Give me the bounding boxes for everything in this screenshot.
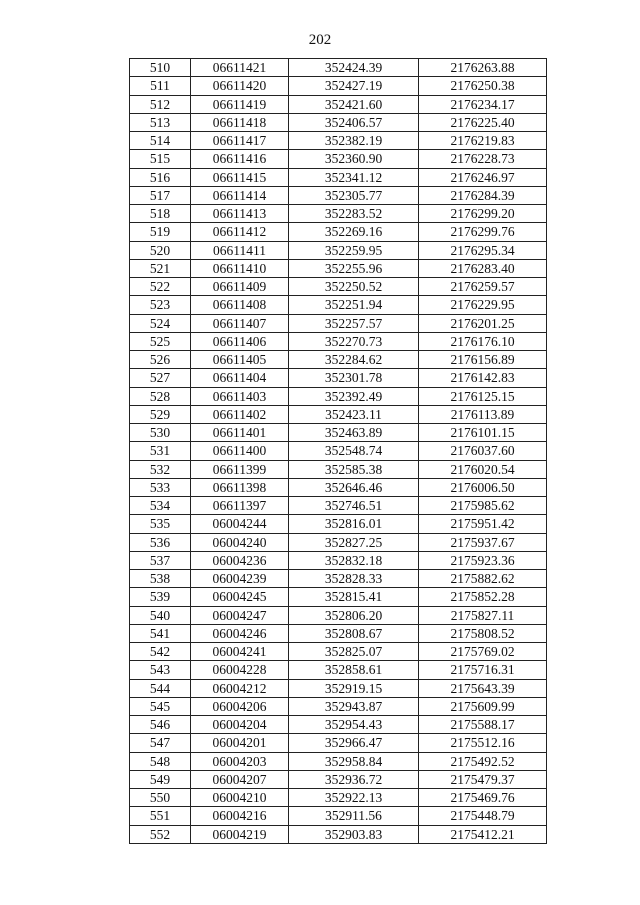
table-row bbox=[130, 825, 547, 843]
point-id-cell: 06611414 bbox=[191, 186, 289, 204]
point-id-cell: 06611398 bbox=[191, 478, 289, 496]
table-row bbox=[130, 314, 547, 332]
point-id-cell: 06611409 bbox=[191, 278, 289, 296]
point-id-cell: 06611419 bbox=[191, 95, 289, 113]
point-number-cell: 552 bbox=[130, 825, 191, 843]
y-coordinate-cell: 2175808.52 bbox=[419, 624, 547, 642]
table-row bbox=[130, 205, 547, 223]
table-row bbox=[130, 697, 547, 715]
y-coordinate-cell: 2176225.40 bbox=[419, 113, 547, 131]
table-row bbox=[130, 95, 547, 113]
x-coordinate-cell: 352283.52 bbox=[289, 205, 419, 223]
x-coordinate-cell: 352270.73 bbox=[289, 332, 419, 350]
y-coordinate-cell: 2175412.21 bbox=[419, 825, 547, 843]
x-coordinate-cell: 352427.19 bbox=[289, 77, 419, 95]
y-coordinate-cell: 2176229.95 bbox=[419, 296, 547, 314]
y-coordinate-cell: 2176246.97 bbox=[419, 168, 547, 186]
x-coordinate-cell: 352341.12 bbox=[289, 168, 419, 186]
point-id-cell: 06611417 bbox=[191, 132, 289, 150]
x-coordinate-cell: 352832.18 bbox=[289, 551, 419, 569]
y-coordinate-cell: 2176020.54 bbox=[419, 460, 547, 478]
point-number-cell: 540 bbox=[130, 606, 191, 624]
y-coordinate-cell: 2176176.10 bbox=[419, 332, 547, 350]
point-id-cell: 06004244 bbox=[191, 515, 289, 533]
point-number-cell: 525 bbox=[130, 332, 191, 350]
point-number-cell: 532 bbox=[130, 460, 191, 478]
y-coordinate-cell: 2176284.39 bbox=[419, 186, 547, 204]
point-id-cell: 06611413 bbox=[191, 205, 289, 223]
point-number-cell: 550 bbox=[130, 789, 191, 807]
y-coordinate-cell: 2176299.76 bbox=[419, 223, 547, 241]
y-coordinate-cell: 2175827.11 bbox=[419, 606, 547, 624]
point-number-cell: 538 bbox=[130, 570, 191, 588]
table-row bbox=[130, 278, 547, 296]
point-id-cell: 06004240 bbox=[191, 533, 289, 551]
y-coordinate-cell: 2175716.31 bbox=[419, 661, 547, 679]
y-coordinate-cell: 2175937.67 bbox=[419, 533, 547, 551]
x-coordinate-cell: 352255.96 bbox=[289, 259, 419, 277]
point-id-cell: 06004236 bbox=[191, 551, 289, 569]
table-row bbox=[130, 132, 547, 150]
point-number-cell: 513 bbox=[130, 113, 191, 131]
y-coordinate-cell: 2175643.39 bbox=[419, 679, 547, 697]
table-row bbox=[130, 77, 547, 95]
point-id-cell: 06611420 bbox=[191, 77, 289, 95]
x-coordinate-cell: 352746.51 bbox=[289, 497, 419, 515]
point-id-cell: 06611418 bbox=[191, 113, 289, 131]
point-number-cell: 530 bbox=[130, 424, 191, 442]
y-coordinate-cell: 2176113.89 bbox=[419, 405, 547, 423]
point-id-cell: 06004216 bbox=[191, 807, 289, 825]
x-coordinate-cell: 352259.95 bbox=[289, 241, 419, 259]
table-row bbox=[130, 150, 547, 168]
y-coordinate-cell: 2175448.79 bbox=[419, 807, 547, 825]
point-number-cell: 541 bbox=[130, 624, 191, 642]
y-coordinate-cell: 2176259.57 bbox=[419, 278, 547, 296]
x-coordinate-cell: 352816.01 bbox=[289, 515, 419, 533]
table-row bbox=[130, 405, 547, 423]
x-coordinate-cell: 352251.94 bbox=[289, 296, 419, 314]
point-number-cell: 522 bbox=[130, 278, 191, 296]
point-number-cell: 519 bbox=[130, 223, 191, 241]
table-row bbox=[130, 515, 547, 533]
point-id-cell: 06004246 bbox=[191, 624, 289, 642]
point-id-cell: 06004204 bbox=[191, 716, 289, 734]
x-coordinate-cell: 352827.25 bbox=[289, 533, 419, 551]
x-coordinate-cell: 352919.15 bbox=[289, 679, 419, 697]
x-coordinate-cell: 352392.49 bbox=[289, 387, 419, 405]
y-coordinate-cell: 2176263.88 bbox=[419, 59, 547, 77]
point-id-cell: 06611408 bbox=[191, 296, 289, 314]
table-row bbox=[130, 734, 547, 752]
point-id-cell: 06611412 bbox=[191, 223, 289, 241]
point-id-cell: 06611397 bbox=[191, 497, 289, 515]
x-coordinate-cell: 352958.84 bbox=[289, 752, 419, 770]
table-row bbox=[130, 478, 547, 496]
point-number-cell: 534 bbox=[130, 497, 191, 515]
table-row bbox=[130, 624, 547, 642]
point-id-cell: 06611406 bbox=[191, 332, 289, 350]
y-coordinate-cell: 2176156.89 bbox=[419, 351, 547, 369]
y-coordinate-cell: 2175951.42 bbox=[419, 515, 547, 533]
y-coordinate-cell: 2176234.17 bbox=[419, 95, 547, 113]
point-number-cell: 548 bbox=[130, 752, 191, 770]
y-coordinate-cell: 2176142.83 bbox=[419, 369, 547, 387]
table-row bbox=[130, 223, 547, 241]
table-row bbox=[130, 369, 547, 387]
table-row bbox=[130, 168, 547, 186]
table-row bbox=[130, 497, 547, 515]
y-coordinate-cell: 2175512.16 bbox=[419, 734, 547, 752]
x-coordinate-cell: 352463.89 bbox=[289, 424, 419, 442]
point-number-cell: 517 bbox=[130, 186, 191, 204]
x-coordinate-cell: 352424.39 bbox=[289, 59, 419, 77]
point-id-cell: 06611404 bbox=[191, 369, 289, 387]
x-coordinate-cell: 352936.72 bbox=[289, 770, 419, 788]
table-row bbox=[130, 59, 547, 77]
point-id-cell: 06611416 bbox=[191, 150, 289, 168]
table-row bbox=[130, 807, 547, 825]
table-row bbox=[130, 643, 547, 661]
point-number-cell: 533 bbox=[130, 478, 191, 496]
y-coordinate-cell: 2175609.99 bbox=[419, 697, 547, 715]
point-number-cell: 535 bbox=[130, 515, 191, 533]
x-coordinate-cell: 352808.67 bbox=[289, 624, 419, 642]
y-coordinate-cell: 2176037.60 bbox=[419, 442, 547, 460]
table-row bbox=[130, 661, 547, 679]
point-number-cell: 537 bbox=[130, 551, 191, 569]
coordinates-table-body bbox=[130, 59, 547, 844]
x-coordinate-cell: 352406.57 bbox=[289, 113, 419, 131]
point-number-cell: 551 bbox=[130, 807, 191, 825]
point-number-cell: 545 bbox=[130, 697, 191, 715]
x-coordinate-cell: 352382.19 bbox=[289, 132, 419, 150]
y-coordinate-cell: 2175469.76 bbox=[419, 789, 547, 807]
x-coordinate-cell: 352954.43 bbox=[289, 716, 419, 734]
point-id-cell: 06004212 bbox=[191, 679, 289, 697]
page-number: 202 bbox=[308, 32, 332, 48]
x-coordinate-cell: 352585.38 bbox=[289, 460, 419, 478]
x-coordinate-cell: 352250.52 bbox=[289, 278, 419, 296]
table-row bbox=[130, 533, 547, 551]
point-id-cell: 06611421 bbox=[191, 59, 289, 77]
y-coordinate-cell: 2175882.62 bbox=[419, 570, 547, 588]
point-number-cell: 527 bbox=[130, 369, 191, 387]
table-row bbox=[130, 460, 547, 478]
y-coordinate-cell: 2175479.37 bbox=[419, 770, 547, 788]
point-number-cell: 514 bbox=[130, 132, 191, 150]
point-id-cell: 06004239 bbox=[191, 570, 289, 588]
table-row bbox=[130, 752, 547, 770]
x-coordinate-cell: 352828.33 bbox=[289, 570, 419, 588]
point-id-cell: 06004206 bbox=[191, 697, 289, 715]
y-coordinate-cell: 2175923.36 bbox=[419, 551, 547, 569]
table-row bbox=[130, 770, 547, 788]
table-row bbox=[130, 351, 547, 369]
table-row bbox=[130, 570, 547, 588]
x-coordinate-cell: 352301.78 bbox=[289, 369, 419, 387]
point-number-cell: 521 bbox=[130, 259, 191, 277]
point-id-cell: 06004245 bbox=[191, 588, 289, 606]
y-coordinate-cell: 2176101.15 bbox=[419, 424, 547, 442]
point-id-cell: 06004207 bbox=[191, 770, 289, 788]
point-number-cell: 546 bbox=[130, 716, 191, 734]
point-number-cell: 539 bbox=[130, 588, 191, 606]
y-coordinate-cell: 2176125.15 bbox=[419, 387, 547, 405]
point-number-cell: 510 bbox=[130, 59, 191, 77]
y-coordinate-cell: 2175985.62 bbox=[419, 497, 547, 515]
y-coordinate-cell: 2175588.17 bbox=[419, 716, 547, 734]
y-coordinate-cell: 2175492.52 bbox=[419, 752, 547, 770]
point-number-cell: 549 bbox=[130, 770, 191, 788]
x-coordinate-cell: 352360.90 bbox=[289, 150, 419, 168]
point-id-cell: 06004247 bbox=[191, 606, 289, 624]
point-number-cell: 520 bbox=[130, 241, 191, 259]
point-number-cell: 528 bbox=[130, 387, 191, 405]
y-coordinate-cell: 2176006.50 bbox=[419, 478, 547, 496]
y-coordinate-cell: 2176201.25 bbox=[419, 314, 547, 332]
table-row bbox=[130, 387, 547, 405]
y-coordinate-cell: 2175769.02 bbox=[419, 643, 547, 661]
x-coordinate-cell: 352806.20 bbox=[289, 606, 419, 624]
x-coordinate-cell: 352858.61 bbox=[289, 661, 419, 679]
y-coordinate-cell: 2176299.20 bbox=[419, 205, 547, 223]
table-row bbox=[130, 113, 547, 131]
table-row bbox=[130, 241, 547, 259]
table-row bbox=[130, 332, 547, 350]
y-coordinate-cell: 2176283.40 bbox=[419, 259, 547, 277]
point-number-cell: 511 bbox=[130, 77, 191, 95]
point-number-cell: 526 bbox=[130, 351, 191, 369]
point-number-cell: 529 bbox=[130, 405, 191, 423]
table-row bbox=[130, 296, 547, 314]
x-coordinate-cell: 352548.74 bbox=[289, 442, 419, 460]
x-coordinate-cell: 352825.07 bbox=[289, 643, 419, 661]
x-coordinate-cell: 352966.47 bbox=[289, 734, 419, 752]
point-number-cell: 515 bbox=[130, 150, 191, 168]
x-coordinate-cell: 352911.56 bbox=[289, 807, 419, 825]
table-row bbox=[130, 716, 547, 734]
table-row bbox=[130, 588, 547, 606]
point-id-cell: 06611405 bbox=[191, 351, 289, 369]
x-coordinate-cell: 352815.41 bbox=[289, 588, 419, 606]
point-id-cell: 06611411 bbox=[191, 241, 289, 259]
point-number-cell: 531 bbox=[130, 442, 191, 460]
table-row bbox=[130, 186, 547, 204]
x-coordinate-cell: 352269.16 bbox=[289, 223, 419, 241]
point-id-cell: 06004219 bbox=[191, 825, 289, 843]
x-coordinate-cell: 352305.77 bbox=[289, 186, 419, 204]
point-id-cell: 06004210 bbox=[191, 789, 289, 807]
table-row bbox=[130, 789, 547, 807]
point-id-cell: 06004203 bbox=[191, 752, 289, 770]
x-coordinate-cell: 352903.83 bbox=[289, 825, 419, 843]
point-id-cell: 06611399 bbox=[191, 460, 289, 478]
y-coordinate-cell: 2176250.38 bbox=[419, 77, 547, 95]
table-row bbox=[130, 424, 547, 442]
point-id-cell: 06611415 bbox=[191, 168, 289, 186]
point-id-cell: 06611407 bbox=[191, 314, 289, 332]
table-row bbox=[130, 551, 547, 569]
point-id-cell: 06004228 bbox=[191, 661, 289, 679]
y-coordinate-cell: 2176219.83 bbox=[419, 132, 547, 150]
y-coordinate-cell: 2176295.34 bbox=[419, 241, 547, 259]
point-number-cell: 542 bbox=[130, 643, 191, 661]
point-id-cell: 06004201 bbox=[191, 734, 289, 752]
point-number-cell: 518 bbox=[130, 205, 191, 223]
point-id-cell: 06004241 bbox=[191, 643, 289, 661]
point-id-cell: 06611400 bbox=[191, 442, 289, 460]
y-coordinate-cell: 2175852.28 bbox=[419, 588, 547, 606]
table-row bbox=[130, 606, 547, 624]
table-row bbox=[130, 442, 547, 460]
x-coordinate-cell: 352421.60 bbox=[289, 95, 419, 113]
point-number-cell: 524 bbox=[130, 314, 191, 332]
table-row bbox=[130, 679, 547, 697]
table-row bbox=[130, 259, 547, 277]
x-coordinate-cell: 352257.57 bbox=[289, 314, 419, 332]
point-id-cell: 06611410 bbox=[191, 259, 289, 277]
point-number-cell: 543 bbox=[130, 661, 191, 679]
point-number-cell: 547 bbox=[130, 734, 191, 752]
x-coordinate-cell: 352646.46 bbox=[289, 478, 419, 496]
x-coordinate-cell: 352423.11 bbox=[289, 405, 419, 423]
point-number-cell: 536 bbox=[130, 533, 191, 551]
point-number-cell: 512 bbox=[130, 95, 191, 113]
point-number-cell: 523 bbox=[130, 296, 191, 314]
x-coordinate-cell: 352943.87 bbox=[289, 697, 419, 715]
point-id-cell: 06611403 bbox=[191, 387, 289, 405]
point-number-cell: 544 bbox=[130, 679, 191, 697]
coordinates-table bbox=[129, 58, 547, 844]
x-coordinate-cell: 352922.13 bbox=[289, 789, 419, 807]
point-number-cell: 516 bbox=[130, 168, 191, 186]
point-id-cell: 06611402 bbox=[191, 405, 289, 423]
x-coordinate-cell: 352284.62 bbox=[289, 351, 419, 369]
y-coordinate-cell: 2176228.73 bbox=[419, 150, 547, 168]
point-id-cell: 06611401 bbox=[191, 424, 289, 442]
